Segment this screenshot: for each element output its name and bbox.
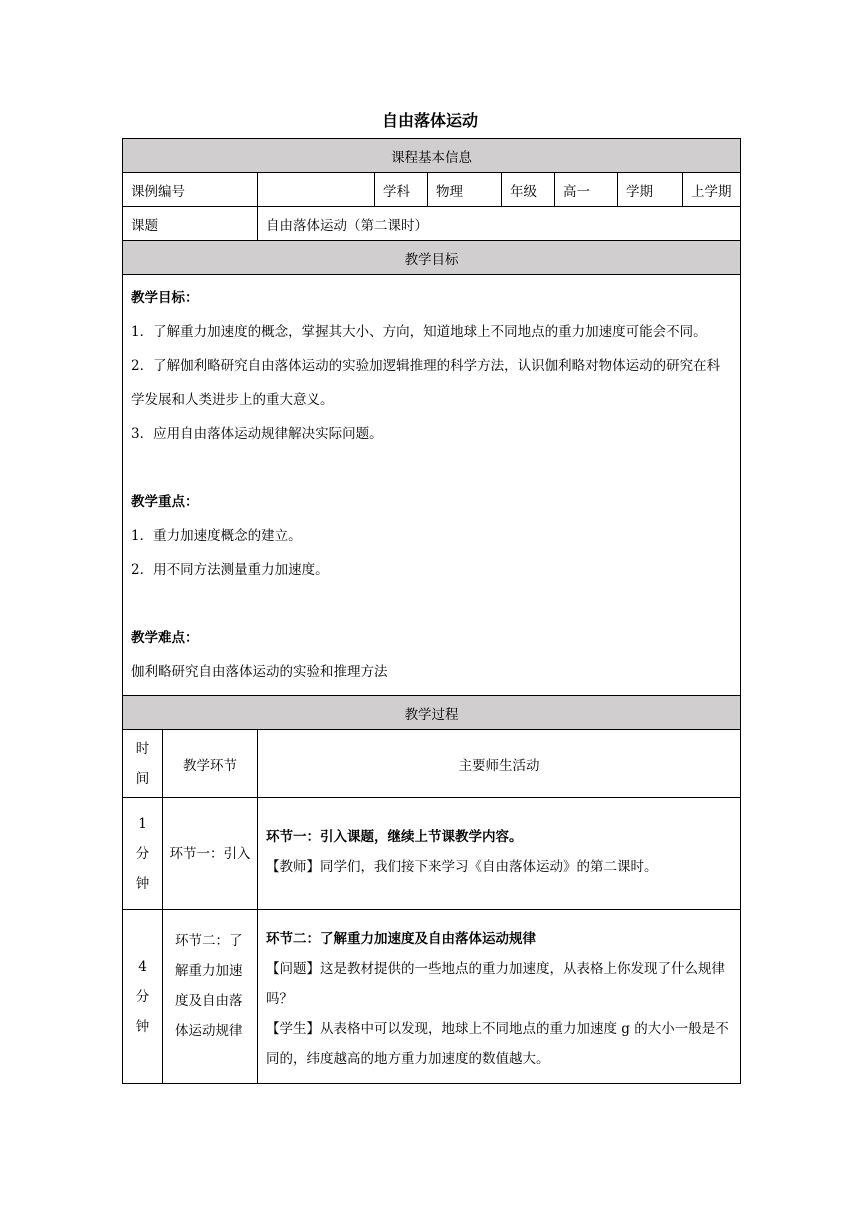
term-label: 学期 (618, 173, 683, 207)
activity-line: 【教师】同学们，我们接下来学习《自由落体运动》的第二课时。 (266, 859, 658, 875)
objectives-content (123, 275, 741, 696)
subject-value: 物理 (428, 173, 502, 207)
row-activity (258, 910, 741, 1084)
section-objectives: 教学目标 (123, 241, 741, 275)
topic-label: 课题 (123, 207, 258, 241)
case-no-value (258, 173, 375, 207)
section-basic-info: 课程基本信息 (123, 139, 741, 173)
activity-line: 【问题】这是教材提供的一些地点的重力加速度，从表格上你发现了什么规律吗？ (266, 961, 725, 1007)
grade-label: 年级 (502, 173, 555, 207)
grade-value: 高一 (555, 173, 618, 207)
difficult-heading: 教学难点： (131, 630, 199, 646)
goal-item: 3．应用自由落体运动规律解决实际问题。 (131, 426, 383, 442)
activity-line: 【学生】从表格中可以发现，地球上不同地点的重力加速度 g 的大小一般是不同的，纬度越高的地方重力加速度的数值越大。 (266, 1021, 729, 1067)
difficult-item: 伽利略研究自由落体运动的实验和推理方法 (131, 664, 388, 680)
key-heading: 教学重点： (131, 494, 199, 510)
row-time: 4分钟 (123, 910, 163, 1084)
row-activity (258, 798, 741, 910)
key-item: 2．用不同方法测量重力加速度。 (131, 562, 329, 578)
activity-title: 环节一：引入课题，继续上节课教学内容。 (266, 829, 523, 845)
header-stage: 教学环节 (163, 730, 258, 798)
goal-item: 1．了解重力加速度的概念，掌握其大小、方向，知道地球上不同地点的重力加速度可能会不同。 (131, 324, 707, 340)
case-no-label: 课例编号 (123, 173, 258, 207)
term-value: 上学期 (683, 173, 741, 207)
topic-value: 自由落体运动（第二课时） (258, 207, 741, 241)
row-stage: 环节一：引入 (163, 798, 258, 910)
subject-label: 学科 (375, 173, 428, 207)
goal-item: 2．了解伽利略研究自由落体运动的实验加逻辑推理的科学方法，认识伽利略对物体运动的研究在科学发展和人类进步上的重大意义。 (131, 358, 721, 408)
document-title: 自由落体运动 (381, 111, 478, 130)
header-time: 时间 (123, 730, 163, 798)
key-item: 1．重力加速度概念的建立。 (131, 528, 302, 544)
goals-heading: 教学目标： (131, 290, 199, 306)
row-time: 1分钟 (123, 798, 163, 910)
section-process: 教学过程 (123, 696, 741, 730)
header-activity: 主要师生活动 (258, 730, 741, 798)
row-stage: 环节二：了解重力加速度及自由落体运动规律 (163, 910, 258, 1084)
lesson-plan-table (122, 138, 741, 1084)
activity-title: 环节二：了解重力加速度及自由落体运动规律 (266, 931, 536, 947)
